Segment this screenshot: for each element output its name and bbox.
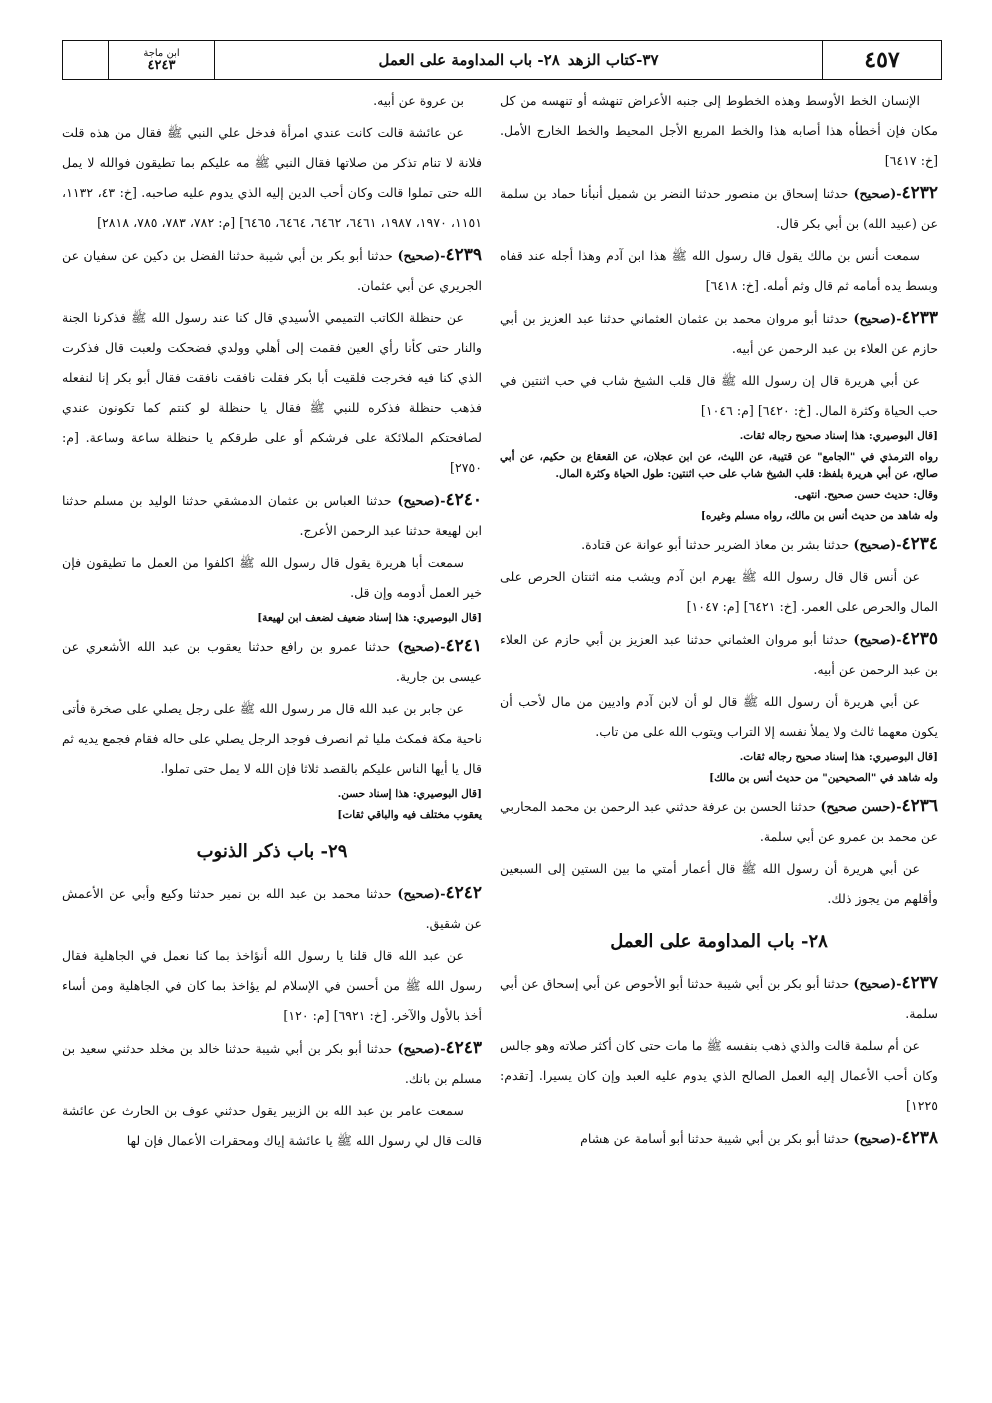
hadith-number: ٤٢٤٠: [445, 490, 482, 510]
chapter-title: ٢٨- باب المداومة على العمل: [378, 51, 560, 69]
hadith-text: عن أبي هريرة أن رسول الله ﷺ قال أعمار أمتي ما بين الستين إلى السبعين وأقلهم من يجوز ذلك.: [500, 861, 938, 906]
hadith-chain: حدثنا أبو مروان العثماني حدثنا عبد العزيز بن أبي حازم عن العلاء بن عبد الرحمن عن أبيه.: [500, 632, 938, 677]
hadith-number: ٤٢٣٩: [445, 245, 482, 265]
hadith-text: عن أبي هريرة أن رسول الله ﷺ قال لو أن لابن آدم واديين من مال لأحب أن يكون معهما ثالث ولا يملأ نفسه إلا التراب ويتوب الله على من تاب.: [500, 694, 938, 739]
hadith-number: ٤٢٣٢: [901, 183, 938, 203]
hadith-number: ٤٢٣٧: [901, 973, 938, 993]
hadith-isnad: [62, 1033, 482, 1094]
hadith-chain: حدثنا أبو بكر بن أبي شيبة حدثنا أبو الأحوص عن أبي إسحاق عن أبي سلمة.: [500, 976, 938, 1021]
hadith-text: عن أم سلمة قالت والذي ذهب بنفسه ﷺ ما مات حتى كان أكثر صلاته وهو جالس وكان أحب الأعمال إليه العمل الصالح الذي يدوم عليه العبد وإن كان يسيرا. [تقدم: ١٢٢٥]: [500, 1038, 938, 1113]
hadith-grade: -(صحيح): [849, 537, 902, 552]
hadith-grade: -(صحيح): [848, 311, 902, 326]
hadith-text: سمعت أنس بن مالك يقول قال رسول الله ﷺ هذا ابن آدم وهذا أجله عند قفاه وبسط يده أمامه ثم قال وثم أمله. [خ: ٦٤١٨]: [500, 248, 938, 293]
hadith-isnad: [62, 631, 482, 692]
source-range: ٤٢٤٣: [147, 58, 176, 73]
hadith-number: ٤٢٣٥: [901, 629, 938, 649]
hadith-text: عن جابر بن عبد الله قال مر رسول الله ﷺ على رجل يصلي على صخرة فأتى ناحية مكة فمكث مليا ثم انصرف فوجد الرجل يصلي على حاله فقام فجمع يديه ثم قال يا أيها الناس عليكم بالقصد ثلاثا فإن الله لا يمل حتى تملوا.: [62, 701, 482, 776]
chapter-heading: ٢٨- باب المداومة على العمل: [610, 931, 828, 952]
hadith-chain: حدثنا محمد بن عبد الله بن نمير حدثنا وكيع وأبي عن الأعمش عن شقيق.: [62, 886, 482, 931]
hadith-chain: حدثنا أبو بكر بن أبي شيبة حدثنا الفضل بن دكين عن سفيان عن الجريري عن أبي عثمان.: [62, 248, 482, 293]
hadith-grade: -(صحيح): [849, 1131, 902, 1146]
hadith-grade: -(صحيح): [391, 493, 446, 508]
hadith-grade: -(صحيح): [847, 632, 902, 647]
hadith-number: ٤٢٣٤: [901, 534, 938, 554]
hadith-isnad: [500, 529, 938, 560]
hadith-number: ٤٢٤٢: [445, 883, 482, 903]
hadith-grade: -(صحيح): [848, 186, 902, 201]
header-title-cell: [215, 41, 823, 79]
hadith-chain: حدثنا العباس بن عثمان الدمشقي حدثنا الوليد بن مسلم حدثنا ابن لهيعة حدثنا عبد الرحمن الأعرج.: [62, 493, 482, 538]
hadith-isnad: [500, 1123, 938, 1154]
hadith-text: الإنسان الخط الأوسط وهذه الخطوط إلى جنبه الأعراض تنهشه أو تنهسه من كل مكان فإن أخطأه هذا أصابه هذا والخط المربع الأجل المحيط والخط الخارج الأمل. [خ: ٦٤١٧]: [500, 93, 938, 168]
hadith-grade: -(صحيح): [392, 248, 446, 263]
hadith-grade: -(صحيح): [391, 886, 446, 901]
hadith-chain: حدثنا الحسن بن عرفة حدثني عبد الرحمن بن محمد المحاربي عن محمد بن عمرو عن أبي سلمة.: [500, 799, 938, 844]
hadith-chain: حدثنا أبو بكر بن أبي شيبة حدثنا خالد بن مخلد حدثني سعيد بن مسلم بن بانك.: [62, 1041, 482, 1086]
hadith-text: سمعت أبا هريرة يقول قال رسول الله ﷺ اكلفوا من العمل ما تطيقون فإن خير العمل أدومه وإن قل.: [62, 555, 482, 600]
commentary-note: وله شاهد من حديث أنس بن مالك، رواه مسلم وغيره]: [700, 510, 938, 522]
hadith-isnad: [62, 240, 482, 301]
hadith-grade: -(صحيح): [849, 976, 902, 991]
commentary-note: [قال البوصيري: هذا إسناد صحيح رجاله ثقات.: [739, 751, 938, 763]
hadith-text: عن أنس قال قال رسول الله ﷺ يهرم ابن آدم ويشب منه اثنتان الحرص على المال والحرص على العمر. [خ: ٦٤٢١] [م: ١٠٤٧]: [500, 569, 938, 614]
page-header: [62, 40, 942, 80]
hadith-chain: حدثنا بشر بن معاذ الضرير حدثنا أبو عوانة عن قتادة.: [581, 537, 850, 552]
hadith-number: ٤٢٤١: [445, 636, 482, 656]
source-name: ابن ماجة: [143, 48, 180, 59]
hadith-text: عن عبد الله قال قلنا يا رسول الله أنؤاخذ بما كنا نعمل في الجاهلية فقال رسول الله ﷺ من أحسن في الإسلام لم يؤاخذ بما كان في الجاهلية ومن أساء أخذ بالأول والآخر. [خ: ٦٩٢١] [م: ١٢٠]: [62, 948, 482, 1023]
hadith-text: عن أبي هريرة قال إن رسول الله ﷺ قال قلب الشيخ شاب في حب اثنتين في حب الحياة وكثرة المال. [خ: ٦٤٢٠] [م: ١٠٤٦]: [500, 373, 938, 418]
hadith-number: ٤٢٤٣: [445, 1038, 482, 1058]
hadith-number: ٤٢٣٦: [901, 796, 938, 816]
chapter-heading: ٢٩- باب ذكر الذنوب: [196, 841, 348, 862]
hadith-number: ٤٢٣٨: [901, 1128, 938, 1148]
hadith-isnad: [500, 968, 938, 1029]
hadith-chain: حدثنا أبو بكر بن أبي شيبة حدثنا أبو أسامة عن هشام: [580, 1131, 850, 1146]
commentary-note: يعقوب مختلف فيه والباقي ثقات]: [337, 809, 482, 821]
hadith-grade: -(حسن صحيح): [816, 799, 902, 814]
hadith-chain: حدثنا عمرو بن رافع حدثنا يعقوب بن عبد الله الأشعري عن عيسى بن جارية.: [62, 639, 482, 684]
commentary-note: وله شاهد في "الصحيحين" من حديث أنس بن مالك]: [709, 772, 938, 784]
hadith-isnad: [500, 624, 938, 685]
hadith-isnad: [62, 485, 482, 546]
commentary-note: [قال البوصيري: هذا إسناد حسن.: [337, 788, 482, 800]
commentary-note: وقال: حديث حسن صحيح. انتهى.: [793, 489, 938, 501]
hadith-chain: حدثنا إسحاق بن منصور حدثنا النضر بن شميل أنبأنا حماد بن سلمة عن (عبيد الله) بن أبي بكر قال.: [500, 186, 938, 231]
commentary-note: [قال البوصيري: هذا إسناد ضعيف لضعف ابن لهيعة]: [257, 612, 482, 624]
hadith-isnad: [62, 878, 482, 939]
book-title: ٣٧-كتاب الزهد: [567, 51, 659, 69]
right-column: [500, 86, 938, 1376]
hadith-number: ٤٢٣٣: [901, 308, 938, 328]
commentary-note: [قال البوصيري: هذا إسناد صحيح رجاله ثقات.: [739, 430, 938, 442]
header-source-cell: [109, 41, 215, 79]
left-column: [62, 86, 482, 1376]
commentary-note: رواه الترمذي في "الجامع" عن قتيبة، عن الليث، عن ابن عجلان، عن القعقاع بن حكيم، عن أبي صالح، عن أبي هريرة بلفظ: قلب الشيخ شاب على حب اثنتين: طول الحياة وكثرة المال.: [500, 451, 938, 480]
header-blank-cell: [63, 41, 109, 79]
hadith-grade: -(صحيح): [390, 639, 446, 654]
page-number: ٤٥٧: [864, 47, 900, 73]
hadith-grade: -(صحيح): [392, 1041, 446, 1056]
hadith-isnad: [500, 178, 938, 239]
hadith-text: عن حنظلة الكاتب التميمي الأسيدي قال كنا عند رسول الله ﷺ فذكرنا الجنة والنار حتى كأنا رأي العين فقمت إلى أهلي وولدي فضحكت ولعبت قال فذكرت الذي كنا فيه فخرجت فلقيت أبا بكر فقلت نافقت نافقت فقال أبو بكر إنا لنفعله فذهب حنظلة فذكره للنبي ﷺ فقال يا حنظلة لو كنتم كما تكونون عندي لصافحتكم الملائكة على فرشكم أو على طرقكم يا حنظلة ساعة وساعة. [م: ٢٧٥٠]: [62, 310, 482, 475]
hadith-text: بن عروة عن أبيه.: [373, 93, 464, 108]
hadith-isnad: [500, 791, 938, 852]
hadith-isnad: [500, 303, 938, 364]
hadith-text: سمعت عامر بن عبد الله بن الزبير يقول حدثني عوف بن الحارث عن عائشة قالت قال لي رسول الله ﷺ يا عائشة إياك ومحقرات الأعمال فإن لها: [62, 1103, 482, 1148]
hadith-text: عن عائشة قالت كانت عندي امرأة فدخل علي النبي ﷺ فقال من هذه قلت فلانة لا تنام تذكر من صلاتها فقال النبي ﷺ مه عليكم بما تطيقون فوالله لا يمل الله حتى تملوا قالت وكان أحب الدين إليه الذي يدوم عليه صاحبه. [خ: ٤٣، ١١٣٢، ١١٥١، ١٩٧٠، ١٩٨٧، ٦٤٦١، ٦٤٦٢، ٦٤٦٤، ٦٤٦٥] [م: ٧٨٢، ٧٨٣، ٧٨٥، ٢٨١٨]: [62, 125, 482, 230]
hadith-chain: حدثنا أبو مروان محمد بن عثمان العثماني حدثنا عبد العزيز بن أبي حازم عن العلاء بن عبد الرحمن عن أبيه.: [500, 311, 938, 356]
